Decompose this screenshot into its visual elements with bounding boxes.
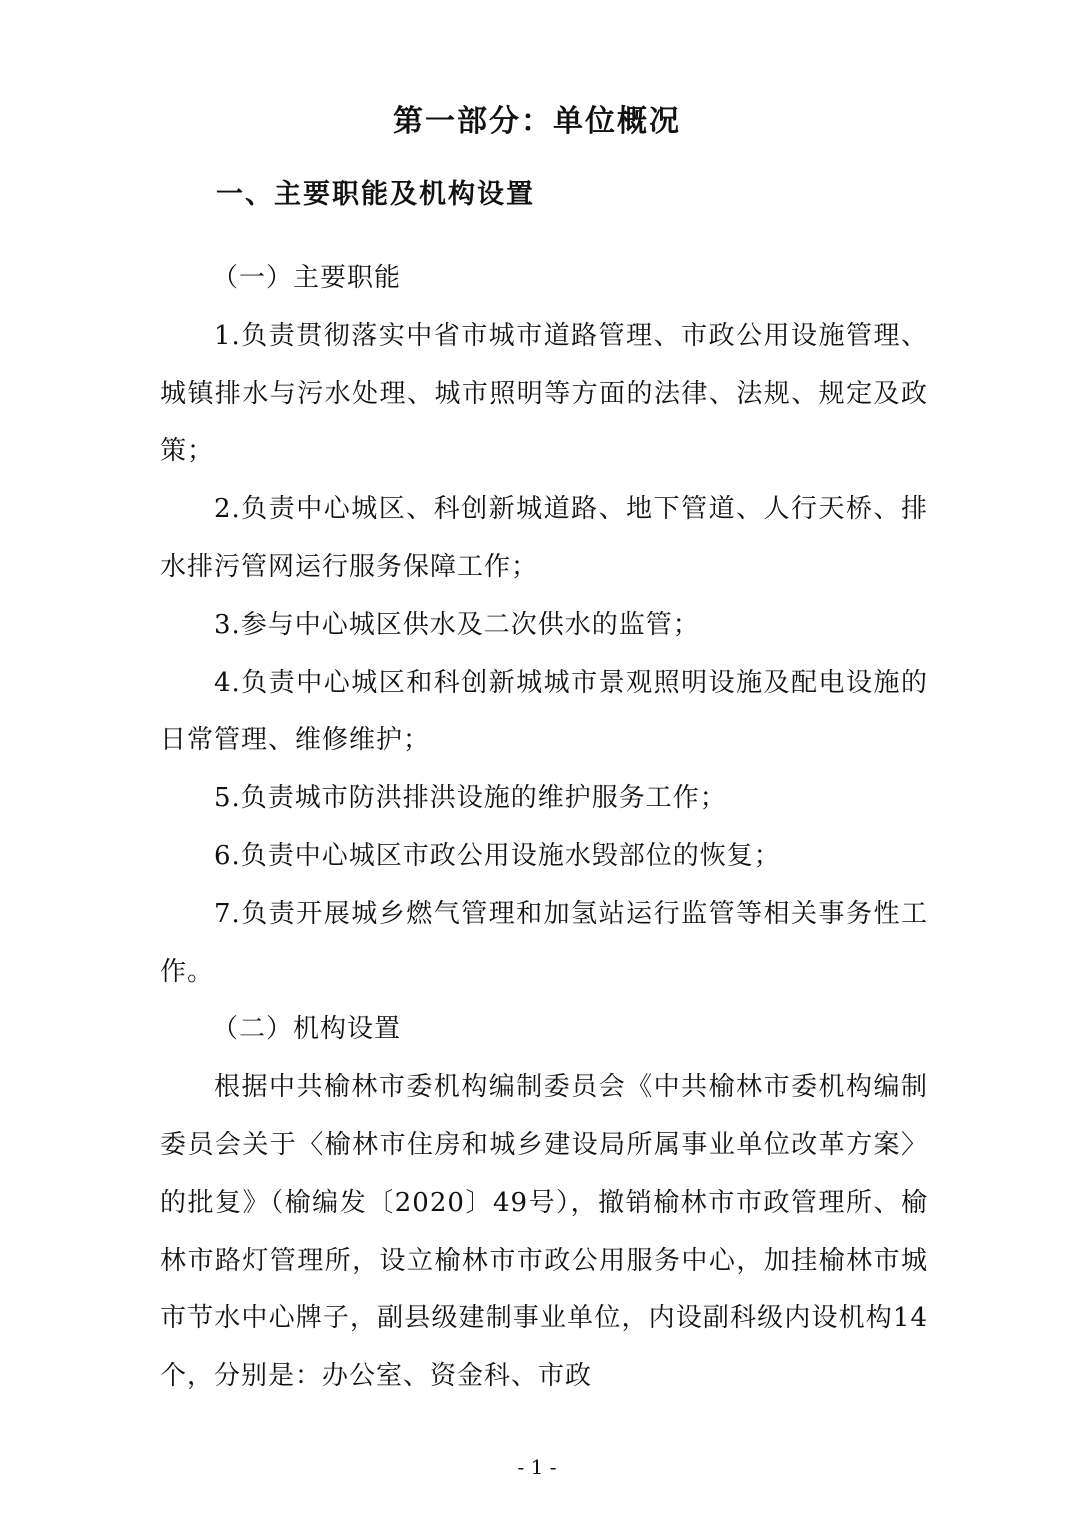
subsection-heading-organization: （二）机构设置 xyxy=(212,1014,402,1045)
function-item-2: 2.负责中心城区、科创新城道路、地下管道、人行天桥、排水排污管网运行服务保障工作； xyxy=(160,494,928,582)
section-heading: 一、主要职能及机构设置 xyxy=(216,179,535,210)
body-text xyxy=(160,250,928,1406)
subsection-heading-functions: （一）主要职能 xyxy=(212,263,402,293)
page-number: - 1 - xyxy=(517,1455,557,1479)
function-item-1: 1.负责贯彻落实中省市城市道路管理、市政公用设施管理、城镇排水与污水处理、城市照明等方面的法律、法规、规定及政策； xyxy=(160,320,928,467)
organization-paragraph: 根据中共榆林市委机构编制委员会《中共榆林市委机构编制委员会关于〈榆林市住房和城乡建设局所属事业单位改革方案〉的批复》（榆编发〔2020〕49号），撤销榆林市市政管理所、榆林市路灯管理所，设立榆林市市政公用服务中心，加挂榆林市城市节水中心牌子，副县级建制事业单位，内设副科级内设机构14个，分别是：办公室、资金科、市政 xyxy=(160,1072,928,1392)
function-item-7: 7.负责开展城乡燃气管理和加氢站运行监管等相关事务性工作。 xyxy=(160,898,928,987)
function-item-6: 6.负责中心城区市政公用设施水毁部位的恢复； xyxy=(214,840,781,871)
function-item-5: 5.负责城市防洪排洪设施的维护服务工作； xyxy=(214,783,727,814)
page-title: 第一部分：单位概况 xyxy=(393,104,681,139)
function-item-4: 4.负责中心城区和科创新城城市景观照明设施及配电设施的日常管理、维修维护； xyxy=(160,667,928,756)
function-item-3: 3.参与中心城区供水及二次供水的监管； xyxy=(214,609,700,640)
